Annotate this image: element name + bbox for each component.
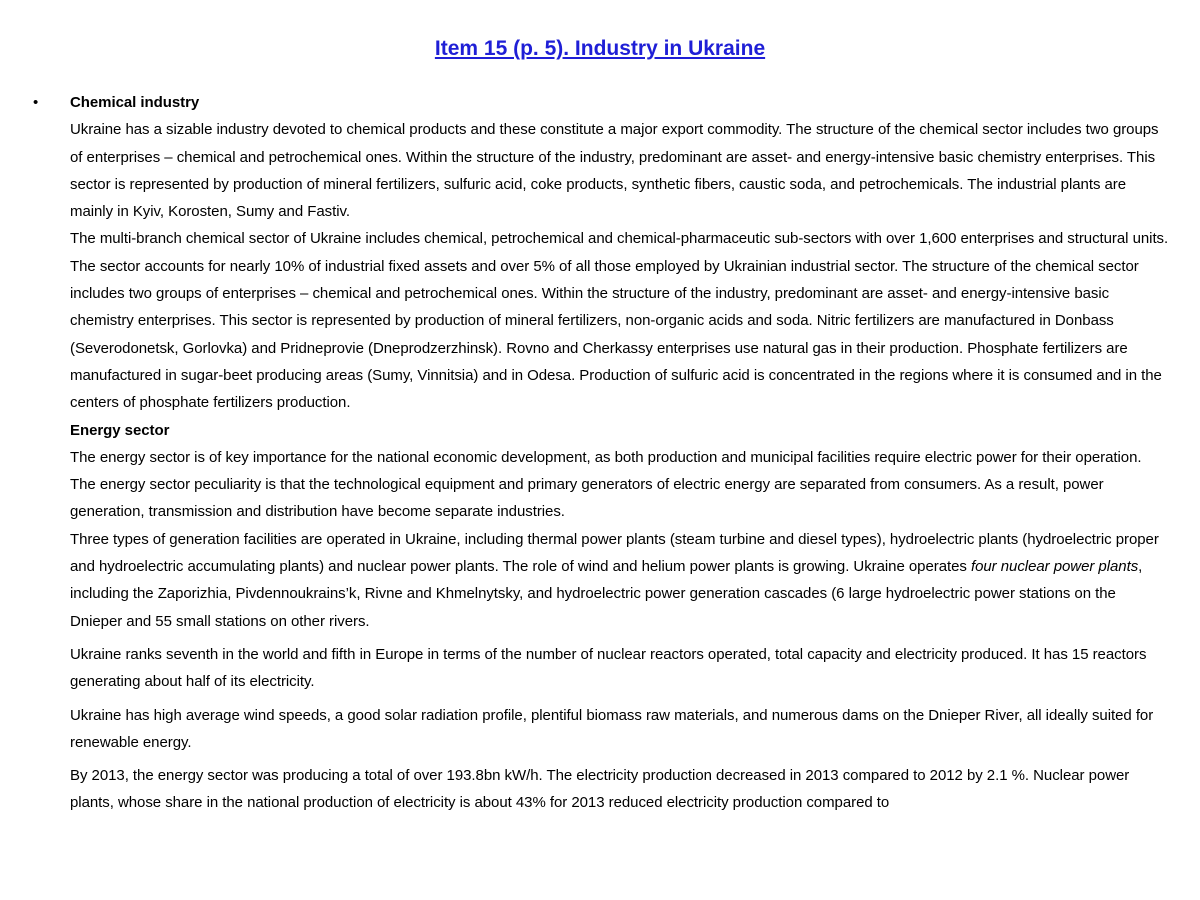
chemical-paragraph-1: Ukraine has a sizable industry devoted to chemical products and these constitute a major export commodity. The structure of the chemical sector includes two groups of enterprises – chemical and petrochemical ones. Within the structure of the industry, predominant are asset- and energy-intensive basic chemistry enterprises. This sector is represented by production of mineral fertilizers, sulfuric acid, coke products, synthetic fibers, caustic soda, and petrochemicals. The industrial plants are mainly in Kyiv, Korosten, Sumy and Fastiv. <box>70 121 1159 221</box>
energy-paragraph-3: Ukraine ranks seventh in the world and fifth in Europe in terms of the number of nuclear reactors operated, total capacity and electricity produced. It has 15 reactors generating about half of its electricity. <box>70 645 1147 691</box>
chemical-paragraph-2: The multi-branch chemical sector of Ukraine includes chemical, petrochemical and chemical-pharmaceutic sub-sectors with over 1,600 enterprises and structural units. The sector accounts for nearly 10% of industrial fixed assets and over 5% of all those employed by Ukrainian industrial sector. The structure of the chemical sector includes two groups of enterprises – chemical and petrochemical ones. Within the structure of the industry, predominant are asset- and energy-intensive basic chemistry enterprises. This sector is represented by production of mineral fertilizers, non-organic acids and soda. Nitric fertilizers are manufactured in Donbass (Severodonetsk, Gorlovka) and Pridneprovie (Dneprodzerzhinsk). Rovno and Cherkassy enterprises use natural gas in their production. Phosphate fertilizers are manufactured in sugar-beet producing areas (Sumy, Vinnitsia) and in Odesa. Production of sulfuric acid is concentrated in the regions where it is consumed and in the centers of phosphate fertilizers production. <box>70 230 1169 412</box>
page-title <box>0 34 1200 64</box>
energy-paragraph-4: Ukraine has high average wind speeds, a good solar radiation profile, plentiful biomass raw materials, and numerous dams on the Dnieper River, all ideally suited for renewable energy. <box>70 706 1154 751</box>
energy-sector-heading: Energy sector <box>70 421 170 439</box>
energy-paragraph-2-part-a: Three types of generation facilities are operated in Ukraine, including thermal power plants (steam turbine and diesel types), hydroelectric plants (hydroelectric proper and hydroelectric accumulating plants) and nuclear power plants. The role of wind and helium power plants is growing. Ukraine operates <box>70 530 1159 576</box>
title-link[interactable]: Item 15 (p. 5). Industry in Ukraine <box>434 37 766 60</box>
energy-paragraph-1: The energy sector is of key importance for the national economic development, as both production and municipal facilities require electric power for their operation. The energy sector peculiarity is that the technological equipment and primary generators of electric energy are separated from consumers. As a result, power generation, transmission and distribution have become separate industries. <box>70 448 1142 521</box>
energy-paragraph-2 <box>70 526 1170 635</box>
bullet-marker: • <box>33 94 39 111</box>
energy-paragraph-5: By 2013, the energy sector was producing a total of over 193.8bn kW/h. The electricity production decreased in 2013 compared to 2012 by 2.1 %. Nuclear power plants, whose share in the national production of electricity is about 43% for 2013 reduced electricity production compared to <box>70 767 1130 812</box>
document-body <box>70 89 1170 817</box>
chemical-industry-heading: Chemical industry <box>70 94 200 111</box>
energy-paragraph-2-part-b: , including the Zaporizhia, Pivdennoukrains’k, Rivne and Khmelnytsky, and hydroelectric power generation cascades (6 large hydroelectric power stations on the Dnieper and 55 small stations on other rivers. <box>70 558 1143 630</box>
energy-paragraph-2-emphasis: four nuclear power plants <box>970 558 1139 576</box>
